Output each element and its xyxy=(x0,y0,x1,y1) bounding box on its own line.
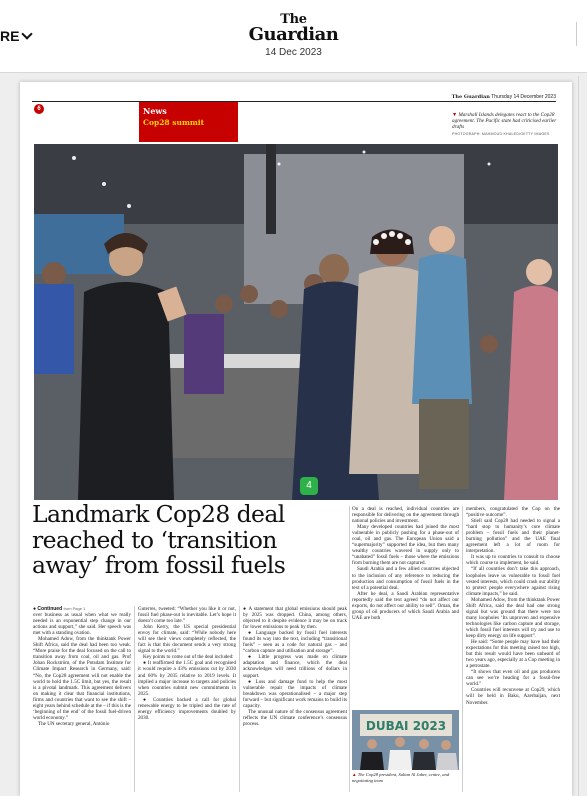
col5-para-8: Countries will reconvene at Cop29, which will be held in Baku, Azerbaijan, next November. xyxy=(466,687,560,706)
col2-para-2: John Kerry, the US special presidential envoy for climate, said: “While nobody here will see their views completely reflected, the fact is that this document sends a very strong signal to the world.” xyxy=(138,624,236,655)
running-head-date: Thursday 14 December 2023 xyxy=(491,94,556,100)
inset-photo[interactable] xyxy=(352,710,459,770)
col3-para-2: ● Language backed by fossil fuel interests found its way into the text, including “transitional fuels” – seen as a code for natural gas – and “carbon capture and utilisation and storage”. xyxy=(243,630,347,655)
main-photo-image xyxy=(34,144,558,500)
col2-para-4: ● It reaffirmed the 1.5C goal and recognised it would require a 43% emissions cut by 2030 and 60% by 2035 relative to 2019 levels. It implied a major increase to targets and policies when countries submit new commitments in 2025. xyxy=(138,660,236,697)
col4-para-2: Many developed countries had joined the most vulnerable in publicly pushing for a phase-out of coal, oil and gas. The European Union said a “supermajority” supported the idea, but then many wealthy countries wavered in supply only to “unabated” fossil fuels – those where the emissions from burning them are not captured. xyxy=(352,524,459,567)
running-head-brand: The Guardian xyxy=(451,94,490,100)
col5-para-2: Stiell said Cop28 had needed to signal a “hard stop to humanity’s core climate problem – fossil fuels and their planet-burning pollution” and the UAE final agreement left a lot of room for interpretation. xyxy=(466,518,560,555)
kicker-section: News xyxy=(143,106,167,116)
col5-para-3: It was up to countries to consult to choose which course to implement, he said. xyxy=(466,554,560,567)
article-column-2 xyxy=(138,606,236,792)
col3-para-3: ● Little progress was made on climate adaptation and finance, which the deal acknowledges will need trillions of dollars in support. xyxy=(243,654,347,679)
col4-para-3: Saudi Arabia and a few allied countries objected to the inclusion of any reference to reducing the production and consumption of fossil fuels in the text of a potential deal. xyxy=(352,566,459,591)
article-column-3 xyxy=(243,606,347,792)
col1-para-2: Mohamed Adow, from the thinktank Power Shift Africa, said the deal had been too weak. “More praise for the deal focused on the call to transition away from coal, oil and gas. Prof Johan Rockström, of the Potsdam Institute for Climate Impact Research in Germany, said: “No, the Cop28 agreement will not enable the world to hold the 1.5C limit, but yes, the result is a pivotal landmark. This agreement delivers on making it clear that financial institutions, firms and countries that want to see the shift – eight years behind schedule at the – if this is the ‘beginning of the end’ of the fossil fuel-driven world economy.” xyxy=(33,636,131,721)
kicker-topic: Cop28 summit xyxy=(143,118,205,127)
masthead xyxy=(0,14,587,58)
edition-menu-label: RE xyxy=(0,28,20,44)
col5-para-1: members, congratulated the Cop on the “positive outcome”. xyxy=(466,506,560,519)
inset-caption xyxy=(352,772,462,783)
col5-para-6: He said: “Some people may have had their expectations for this meeting raised too high, but this result would have been unheard of two years ago, especially at a Cop meeting in a petrostate. xyxy=(466,639,560,670)
article-column-5 xyxy=(466,506,560,792)
photo-gallery-badge[interactable]: 4 xyxy=(300,477,318,495)
col1-para-3: The UN secretary general, António xyxy=(38,720,110,727)
inset-caption-text: The Cop28 president, Sultan Al Jaber, centre, and negotiating team xyxy=(352,772,450,783)
caption-triangle-icon: ▲ xyxy=(352,772,357,777)
article-column-4 xyxy=(352,506,459,706)
masthead-line2: Guardian xyxy=(248,24,339,45)
col5-para-5: Mohamed Adow, from the thinktank Power Shift Africa, said the deal had one strong signal but was ground that there were too many loopholes ‘Its unproven and expensive technologies like carbon capture and storage, which fossil fuel interests will try and use to keep dirty energy on life support”. xyxy=(466,596,560,639)
inset-sign-text: DUBAI 2023 xyxy=(365,719,447,733)
inset-photo-image xyxy=(352,710,459,770)
main-photo[interactable] xyxy=(34,144,558,500)
masthead-line1: The xyxy=(280,12,307,27)
col2-para-3: Key points to come out of the deal included: xyxy=(143,654,234,661)
col4-para-4: After he deal, a Saudi Arabian representative reportedly said the text agreed “do not affect our exports, do not affect our ability to sell”. Oman, the group of oil producers of which Saudi Arabia and UAE are both xyxy=(352,590,459,621)
edition-date: 14 Dec 2023 xyxy=(265,47,322,58)
next-page-edge xyxy=(578,76,579,796)
reader-toolbar xyxy=(0,0,587,73)
column-divider xyxy=(134,606,135,792)
continued-label: ● Continued from Page 1 xyxy=(33,606,86,612)
col2-para-5: ● Countries backed a call for global renewable energy to be tripled and the rate of energy efficiency improvements doubled by 2030. xyxy=(138,696,236,721)
running-head xyxy=(452,94,556,100)
photo-caption-text: Marshall Islands delegates react to the Cop28 agreement. The Pacific state had criticised earlier drafts xyxy=(452,112,557,131)
page-number-badge: 6 xyxy=(34,104,44,114)
section-kicker xyxy=(139,102,238,142)
col3-para-4: ● Loss and damage fund to help the most vulnerable repair the impacts of climate breakdown was operationalised – a major step forward – but significant work remains to build its capacity. xyxy=(243,678,347,709)
col2-para-1: Guterres, tweeted: “Whether you like it or not, fossil fuel phase-out is inevitable. Let’s hope it doesn’t come too late.” xyxy=(138,606,236,625)
col5-para-4: “If all countries don’t take this approach, loopholes leave us vulnerable to fossil fuel vested interests, which could crash our ability to protect people everywhere against rising climate impacts,” he said. xyxy=(466,566,560,597)
col3-para-1: ● A statement that global emissions should peak by 2025 was dropped. China, among others, objected to it despite evidence it may be on track for lower emissions to peak by then. xyxy=(243,606,347,631)
photo-credit: PHOTOGRAPH: MAHMOUD KHALED/GETTY IMAGES xyxy=(452,131,550,136)
col4-para-1: On a deal is reached, individual countries are responsible for delivering on the agreement through national policies and investment. xyxy=(352,506,459,525)
col3-para-5: The unusual nature of the consensus agreement reflects the UN climate conference’s consensus process. xyxy=(243,708,347,727)
newspaper-page[interactable] xyxy=(20,82,572,796)
column-divider xyxy=(239,606,240,792)
caption-triangle-icon: ▼ xyxy=(452,112,458,118)
column-divider xyxy=(462,506,463,792)
top-rule xyxy=(32,101,556,102)
col5-para-7: “It shows that even oil and gas producers can see we’re heading for a fossil-free world.” xyxy=(466,669,560,688)
col1-para-1: over business as usual when what we really needed is an exponential step change in our actions and support,” she said. Her speech was met with a standing ovation. xyxy=(33,612,131,637)
toolbar-right-edge xyxy=(576,22,587,46)
column-divider xyxy=(349,506,350,792)
article-column-1 xyxy=(33,606,131,792)
photo-caption xyxy=(452,112,558,137)
article-headline: Landmark Cop28 deal reached to ‘transition away’ from fossil fuels xyxy=(32,500,286,579)
